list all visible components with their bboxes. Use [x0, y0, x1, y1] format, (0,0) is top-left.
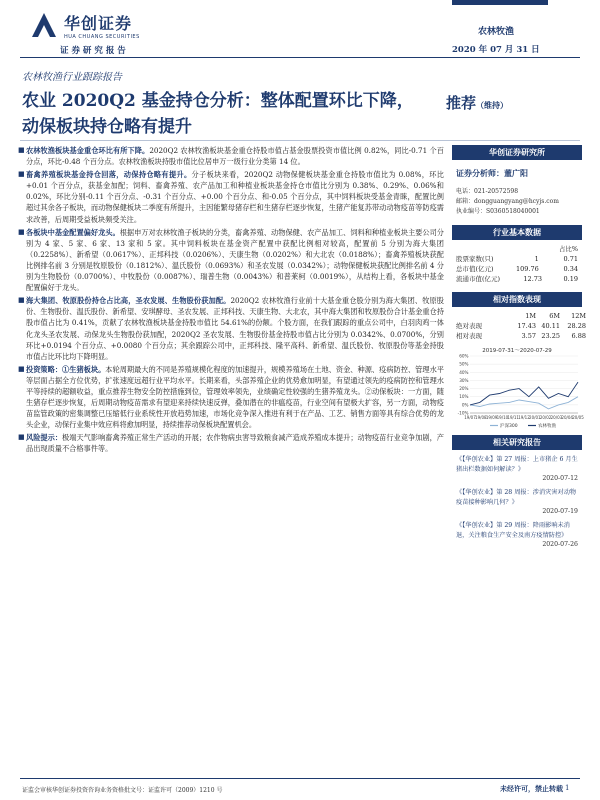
related-link[interactable]: 《【华创农业】第 28 周报：涉消灾害对动物疫苗接种影响几何？》	[456, 489, 577, 506]
analyst-email: 邮箱：dongguangyang@hcyjs.com	[456, 198, 559, 205]
column-header: 12M	[571, 312, 586, 320]
logo-text-en: HUA CHUANG SECURITIES	[64, 33, 140, 40]
y-tick-label: -10%	[457, 410, 469, 416]
y-tick-label: 20%	[459, 386, 469, 392]
header-sector: 农林牧渔	[478, 27, 515, 37]
legend-label: 农林牧渔	[538, 424, 556, 429]
y-tick-label: 50%	[459, 361, 469, 367]
row-label: 总市值(亿元)	[456, 265, 494, 273]
x-tick-label: 20/03	[550, 415, 563, 420]
x-tick-label: 20/05	[572, 415, 584, 420]
x-tick-label: 19/08	[475, 415, 487, 420]
y-tick-label: 30%	[459, 377, 469, 383]
footer-divider	[20, 778, 580, 779]
legend-label: 沪深300	[500, 424, 518, 429]
x-tick-label: 19/11	[507, 415, 519, 420]
table-row	[452, 331, 586, 341]
y-tick-label: 40%	[459, 369, 469, 375]
bullet-icon: ■	[18, 364, 25, 373]
row-value: 23.25	[541, 332, 560, 340]
table-row	[452, 321, 586, 331]
bullet-icon: ■	[18, 146, 25, 154]
row-label: 流通市值(亿元)	[456, 275, 501, 283]
performance-table	[452, 311, 586, 341]
logo	[30, 6, 160, 44]
related-date: 2020-07-19	[542, 508, 578, 515]
x-tick-label: 19/09	[485, 415, 498, 420]
related-date: 2020-07-12	[542, 475, 578, 482]
analyst-label: 证券分析师：	[456, 168, 504, 178]
x-tick-label: 19/10	[496, 415, 509, 420]
report-title: 农业 2020Q2 基金持仓分析：整体配置环比下降，动保板块持仓略有提升	[22, 91, 414, 137]
series-line	[470, 397, 578, 409]
related-link[interactable]: 《【华创农业】第 27 周报：上市猪企 6 月生猪出栏数据如何解读？》	[456, 456, 578, 473]
column-header: 占比%	[558, 245, 578, 253]
chart-svg	[452, 345, 582, 431]
paragraph-lead: 投资策略：①生猪板块。	[26, 364, 106, 374]
footer-copyright: 未经许可，禁止转载	[500, 784, 563, 793]
x-tick-label: 20/04	[561, 415, 573, 420]
paragraph-text: 根据申万对农林牧渔子板块的分类，畜禽养殖、动物保健、农产品加工、饲料和种植业板块主要公司分别为 4 家、5 家、6 家、13 家和 5 家。其中饲料板块在基金资产配置中获配比例相对较高，配置前 5 分别为海大集团（0.2258%）、新希望（0.0617%）、正邦科技（0.0206%）、天康生物（0.0202%）和大北农（0.0188%）；畜禽养殖板块获配比例排名前 3 分别是牧原股份（0.1812%）、温氏股份（0.0693%）和圣农发展（0.0342%）；动物保健板块获配比例排名前 4 分别为生物股份（0.0700%）、中牧股份（0.0087%）、瑞普生物（0.0043%）和普莱柯（0.0019%），从结构上看，各板块中基金配置偏好于龙头。	[26, 227, 444, 293]
bullet-icon: ■	[18, 227, 25, 236]
x-tick-label: 19/12	[518, 415, 530, 420]
analyst	[456, 168, 582, 179]
row-value: 109.76	[516, 265, 539, 273]
row-value: 1	[534, 255, 539, 263]
rating	[446, 92, 580, 113]
bullet-icon: ■	[18, 296, 25, 305]
header-date: 2020 年 07 月 31 日	[452, 45, 540, 55]
table-header	[452, 311, 586, 321]
basic-data-title: 行业基本数据	[452, 225, 582, 240]
performance-chart	[452, 345, 582, 431]
sidebar	[452, 145, 586, 554]
paragraph-lead: 风险提示：	[26, 433, 63, 443]
main-body	[18, 145, 444, 457]
rating-value: 推荐	[446, 94, 477, 112]
header-divider	[20, 57, 580, 58]
paragraph-text: 本轮周期最大的不同是养殖规模化程度的加速提升，规模养殖场在土地、资金、种源、疫病防控、管理水平等层面占据全方位优势，扩张速度远超行业平均水平。长期来看，头部养殖企业的优势愈加明显，有望通过领先的疫病防控和管理水平等持续的超额收益，重点推荐生物安全防控措施到位，管理效率领先，业绩确定性较强的生猪养殖龙头。②动保板块：一方面，随生猪存栏逐步恢复，后周期动物疫苗需求有望迎来持续快速反弹，叠加潜在的非瘟疫苗，行业空间有望极大扩容，另一方面，动物疫苗监管政策的密集调整已压缩低行业系统性开放趋势加速，市场化竞争深入推进有利于在产品、工艺、销售方面等具有综合优势的龙头企业，动保行业集中效应料将愈加明显，持续推荐动保板块配置机会。	[26, 364, 444, 430]
header-tab	[452, 0, 548, 5]
row-pct: 0.71	[563, 255, 578, 263]
table-row	[452, 274, 582, 284]
row-value: 28.28	[567, 322, 586, 330]
column-header: 1M	[525, 312, 536, 320]
paragraph-text: 极端天气影响畜禽养殖正常生产活动的开展；农作物病虫害导致粮食减产造成养殖成本提升；动物疫苗行业竞争加剧，产品出现质量不合格事件等。	[26, 433, 444, 454]
performance-title: 相对指数表现	[452, 292, 582, 307]
row-pct: 0.34	[563, 265, 578, 273]
row-value: 3.57	[521, 332, 536, 340]
paragraph	[18, 432, 444, 454]
rating-note: （维持）	[476, 100, 509, 110]
paragraph-lead: 各板块中基金配置偏好龙头。	[26, 227, 120, 237]
row-label: 股票家数(只)	[456, 255, 494, 263]
logo-text-cn: 华创证券	[64, 13, 133, 33]
paragraph-lead: 海大集团、牧原股份持仓占比高，圣农发展、生物股份获加配。	[26, 296, 231, 306]
row-label: 绝对表现	[456, 322, 482, 330]
row-value: 17.43	[517, 322, 536, 330]
y-tick-label: 10%	[459, 394, 469, 400]
paragraph-text: 2020Q2 农林牧渔行业前十大基金重仓股分别为海大集团、牧原股份、生物股份、温氏股份、新希望、安琪酵母、圣农发展、正邦科技、天康生物、大北农，其中海大集团和牧原股份合计基金重仓持股市值占比为 0.41%，贡献了农林牧渔板块基金持股市值比 54.61%的份额。个股方面，在我们跟踪的重点公司中，白羽肉鸡一体化龙头圣农发展、动保龙头生物股份获加配，2020Q2 圣农发展、生物股份基金持股市值占比分别为 0.0342%、0.0700%，分别环比+0.0194 个百分点、+0.0080 个百分点；其余跟踪公司中，正邦科技、隆平高科、新希望、温氏股份、牧原股份等基金持股市值占比环比均下降明显。	[26, 296, 444, 361]
paragraph-text: 分子板块来看，2020Q2 动物保健板块基金重仓持股市值比为 0.08%，环比+0.01 个百分点，获基金加配；饲料、畜禽养殖、农产品加工和种植业板块基金持仓市值比分别为 0.38%、0.29%、0.06%和 0.02%，环比分别-0.11 个百分点、-0.31 个百分点、+0.00 个百分点、和-0.05 个百分点，其中饲料板块受基金青睐，配置比例超过其余各子板块，而动物保健板块二季度有所提升，主因能繁母猪存栏和生猪存栏逐步恢复，生猪产能复苏带动动物疫苗等防疫需求改善，后周期受益板块频受关注。	[26, 170, 444, 224]
row-value: 12.73	[523, 275, 543, 283]
basic-data-table	[452, 244, 582, 284]
y-tick-label: 0%	[461, 402, 469, 408]
report-series: 农林牧渔行业跟踪报告	[22, 72, 122, 83]
analyst-license: 执业编号：S0360518040001	[456, 208, 540, 215]
row-value: 40.11	[541, 322, 560, 330]
row-value: 6.88	[571, 332, 586, 340]
paragraph	[18, 364, 444, 431]
related-date: 2020-07-26	[542, 541, 578, 548]
x-tick-label: 19/07	[464, 415, 476, 420]
column-header: 6M	[549, 312, 560, 320]
title-divider	[20, 140, 580, 141]
series-line	[470, 382, 578, 405]
logo-mark-icon	[30, 11, 58, 39]
paragraph	[18, 227, 444, 294]
paragraph-lead: 农林牧渔板块基金重仓环比有所下降。	[26, 146, 150, 155]
table-row	[452, 264, 582, 274]
footer-license: 证监会审核华创证券投资咨询业务资格批文号：证监许可（2009）1210 号	[22, 787, 223, 794]
related-list	[452, 455, 582, 548]
paragraph	[18, 145, 444, 167]
bullet-icon: ■	[18, 170, 25, 179]
page-number: 1	[565, 784, 570, 792]
table-row	[452, 254, 582, 264]
paragraph	[18, 169, 444, 224]
x-tick-label: 20/01	[529, 415, 541, 420]
institute-title: 华创证券研究所	[452, 145, 582, 160]
analyst-phone: 电话：021-20572598	[456, 188, 519, 195]
paragraph	[18, 295, 444, 362]
related-title: 相关研究报告	[452, 435, 582, 450]
y-tick-label: 60%	[459, 353, 469, 359]
chart-title: 2019-07-31～2020-07-29	[482, 348, 552, 354]
paragraph-lead: 畜禽养殖板块基金持仓回落，动保持仓略有提升。	[26, 170, 192, 180]
related-link[interactable]: 《【华创农业】第 29 周报：降雨影响未消退，关注粮食生产安全及南方疫情防控》	[456, 522, 570, 539]
row-pct: 0.19	[563, 275, 578, 283]
row-label: 相对表现	[456, 332, 482, 340]
analyst-name: 董广阳	[504, 168, 528, 178]
paragraph-text: 2020Q2 农林牧渔板块基金重仓持股市值占基金股票投资市值比例 0.82%，同比-0.71 个百分点，环比-0.48 个百分点。农林牧渔板块持股市值比位居申万一级行业分类第 14 位。	[26, 146, 444, 167]
report-type: 证 券 研 究 报 告	[60, 46, 126, 56]
table-header	[452, 244, 582, 254]
x-tick-label: 20/02	[539, 415, 552, 420]
bullet-icon: ■	[18, 433, 25, 442]
